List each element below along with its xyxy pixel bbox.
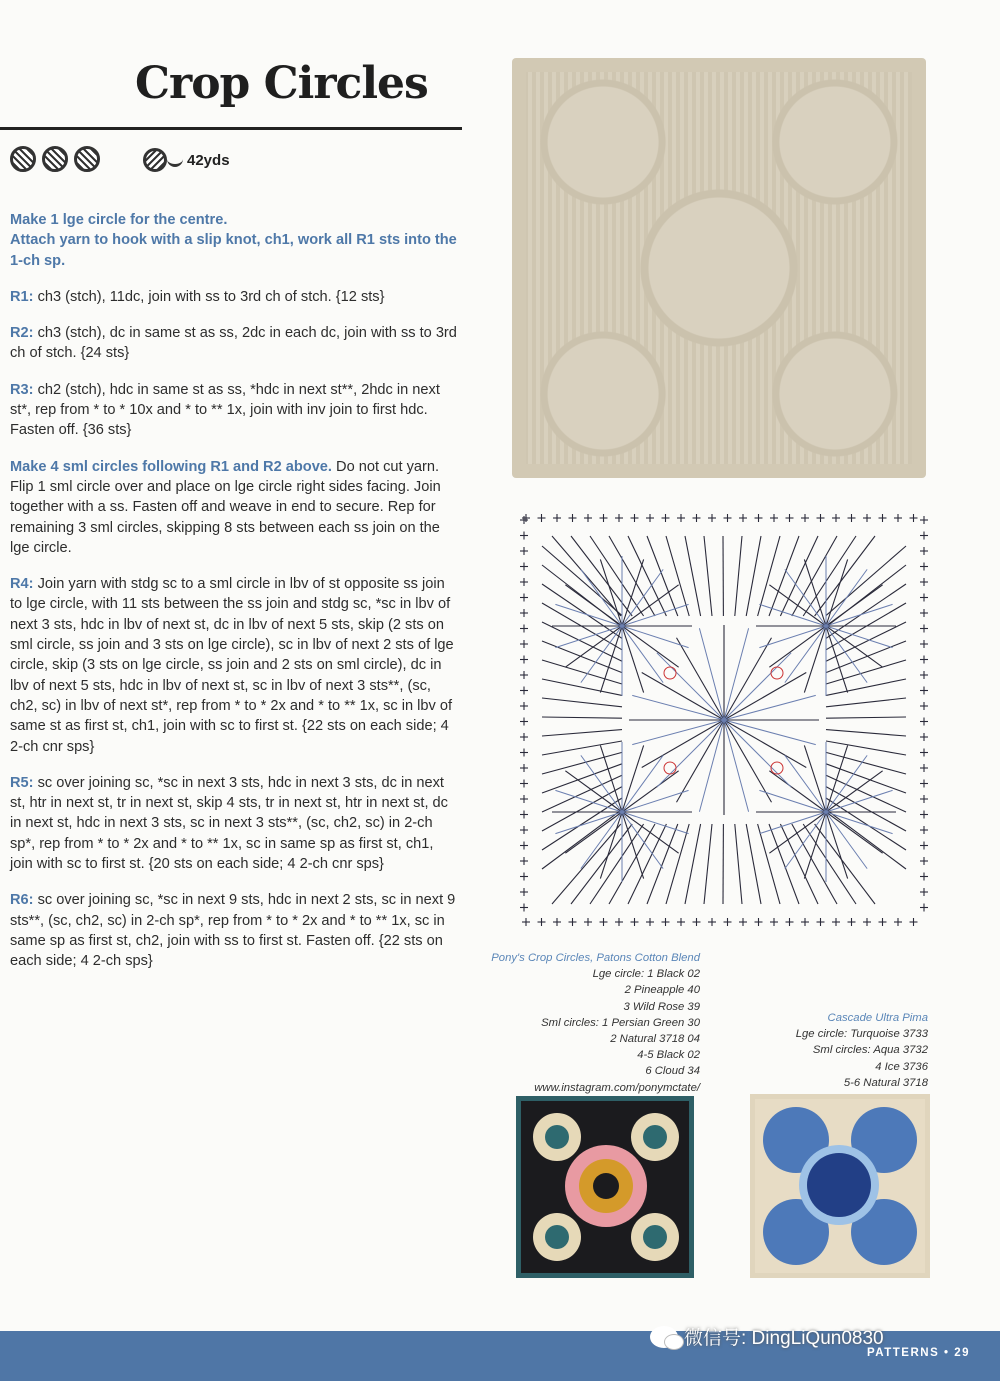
small-circle bbox=[631, 1213, 679, 1261]
intro-line-1: Make 1 lge circle for the centre. bbox=[10, 212, 228, 228]
watermark bbox=[650, 1323, 884, 1350]
row-1 bbox=[10, 287, 460, 307]
page-title: Crop Circles bbox=[135, 58, 428, 109]
row-text: ch3 (stch), dc in same st as ss, 2dc in each dc, join with ss to 3rd ch of stch. {24 sts} bbox=[10, 325, 457, 362]
credits-line: 2 Pineapple 40 bbox=[624, 984, 700, 997]
large-circle bbox=[799, 1145, 879, 1225]
credits-line: Lge circle: 1 Black 02 bbox=[592, 968, 700, 981]
credits-line: Sml circles: 1 Persian Green 30 bbox=[541, 1016, 700, 1029]
credits-line: 4-5 Black 02 bbox=[637, 1049, 700, 1062]
small-circles-text: Do not cut yarn. Flip 1 sml circle over and place on lge circle right sides facing. Join together with a ss. Fasten off and weave in end to secure. Rep for remaining 3 sml circles, skipping 8 sts between each ss join on the lge circle. bbox=[10, 458, 441, 556]
row-label: R5: bbox=[10, 774, 34, 791]
small-circle bbox=[631, 1113, 679, 1161]
credits-line: Sml circles: Aqua 3732 bbox=[812, 1044, 928, 1057]
row-label: R4: bbox=[10, 576, 34, 593]
yardage-value: 42yds bbox=[187, 151, 230, 169]
row-text: sc over joining sc, *sc in next 3 sts, hdc in next 3 sts, dc in next st, htr in next st, tr in next st, skip 4 sts, tr in next st, htr in next st, dc in next st, hdc in next 3 sts, sc in next 3 sts**, (sc, ch2, sc) in 2-ch sp*, rep from * to * 2x and * to ** 1x, sc in same sp as first st, ch1, join with sc to first st. {20 sts on each side; 4 2-ch cnr sps} bbox=[10, 774, 448, 873]
row-6 bbox=[10, 890, 460, 971]
row-text: Join yarn with stdg sc to a sml circle in lbv of st opposite ss join to lge circle, with 11 sts between the ss join and stdg sc, *sc in lbv of next 3 sts, hdc in lbv of next st, dc in lbv of next 5 sts, skip (2 sts on sml circle, ss join and 3 sts on lge circle), sc in lbv of next 2 sts of lge circle, skip (3 sts on lge circle, ss join and 2 sts on sml circle), dc in lbv of next 5 sts, hdc in lbv of next st, sc in lbv of next 3 sts**, (sc, ch2, sc) in lbv of next st*, rep from * to * 2x and * to ** 1x, sc in lbv of same st as first st, ch1, join with sc to first st. {22 sts on each side; 4 2-ch cnr sps} bbox=[10, 576, 454, 755]
intro-paragraph bbox=[10, 210, 460, 271]
yarn-skein-icon bbox=[143, 148, 167, 172]
yarn-ball-icon bbox=[42, 146, 68, 172]
footer-bullet: • bbox=[943, 1347, 950, 1359]
small-circle bbox=[533, 1113, 581, 1161]
yardage bbox=[143, 148, 230, 172]
swatch-cascade-photo bbox=[750, 1094, 930, 1278]
credits-cascade bbox=[720, 1010, 928, 1091]
wechat-icon bbox=[650, 1326, 678, 1348]
title-rule bbox=[0, 127, 462, 130]
row-label: R3: bbox=[10, 381, 34, 398]
pattern-instructions bbox=[10, 210, 460, 988]
credits-line: 5-6 Natural 3718 bbox=[843, 1076, 928, 1089]
credits-line: 2 Natural 3718 04 bbox=[610, 1033, 700, 1046]
intro-line-2: Attach yarn to hook with a slip knot, ch1, work all R1 sts into the 1-ch sp. bbox=[10, 232, 457, 269]
credits-line: 6 Cloud 34 bbox=[645, 1065, 700, 1078]
row-text: ch3 (stch), 11dc, join with ss to 3rd ch of stch. {12 sts} bbox=[33, 288, 385, 305]
row-text: ch2 (stch), hdc in same st as ss, *hdc in next st**, 2hdc in next st*, rep from * to * 10x and * to ** 1x, join with inv join to first hdc. Fasten off. {36 sts} bbox=[10, 381, 440, 439]
row-text: sc over joining sc, *sc in next 9 sts, hdc in next 2 sts, sc in next 9 sts**, (sc, ch2, sc) in 2-ch sp*, rep from * to * 2x and * to ** 1x, sc in same sp as first st, ch2, join with ss to first st. Fasten off. {22 sts on each side; 4 2-ch sps} bbox=[10, 892, 456, 970]
row-2 bbox=[10, 323, 460, 364]
footer-section: PATTERNS bbox=[866, 1347, 940, 1359]
credits-patons bbox=[430, 950, 700, 1096]
watermark-text: 微信号: DingLiQun0830 bbox=[684, 1328, 884, 1349]
row-label: R6: bbox=[10, 892, 34, 909]
swatch-patons-photo bbox=[516, 1096, 694, 1278]
credits-header: Cascade Ultra Pima bbox=[827, 1012, 928, 1024]
row-4 bbox=[10, 574, 460, 757]
row-5 bbox=[10, 773, 460, 874]
credits-header: Pony's Crop Circles, Patons Cotton Blend bbox=[491, 952, 700, 964]
row-label: R1: bbox=[10, 288, 34, 305]
small-circles-lead: Make 4 sml circles following R1 and R2 above. bbox=[10, 458, 332, 475]
row-label: R2: bbox=[10, 325, 34, 342]
credits-line: Lge circle: Turquoise 3733 bbox=[795, 1028, 928, 1041]
crochet-chart bbox=[512, 506, 936, 934]
credits-line: 4 Ice 3736 bbox=[875, 1060, 928, 1073]
row-3 bbox=[10, 380, 460, 441]
main-square-photo bbox=[512, 58, 926, 478]
credits-line: 3 Wild Rose 39 bbox=[623, 1000, 700, 1013]
small-circle bbox=[533, 1213, 581, 1261]
credits-url: www.instagram.com/ponymctate/ bbox=[534, 1081, 700, 1094]
yarn-ball-icon bbox=[74, 146, 100, 172]
yarn-ball-icon bbox=[10, 146, 36, 172]
large-circle bbox=[565, 1145, 647, 1227]
page-number: 29 bbox=[954, 1347, 970, 1359]
yarn-tail-icon bbox=[167, 154, 183, 167]
small-circles-paragraph bbox=[10, 457, 460, 558]
skill-level bbox=[10, 146, 100, 172]
